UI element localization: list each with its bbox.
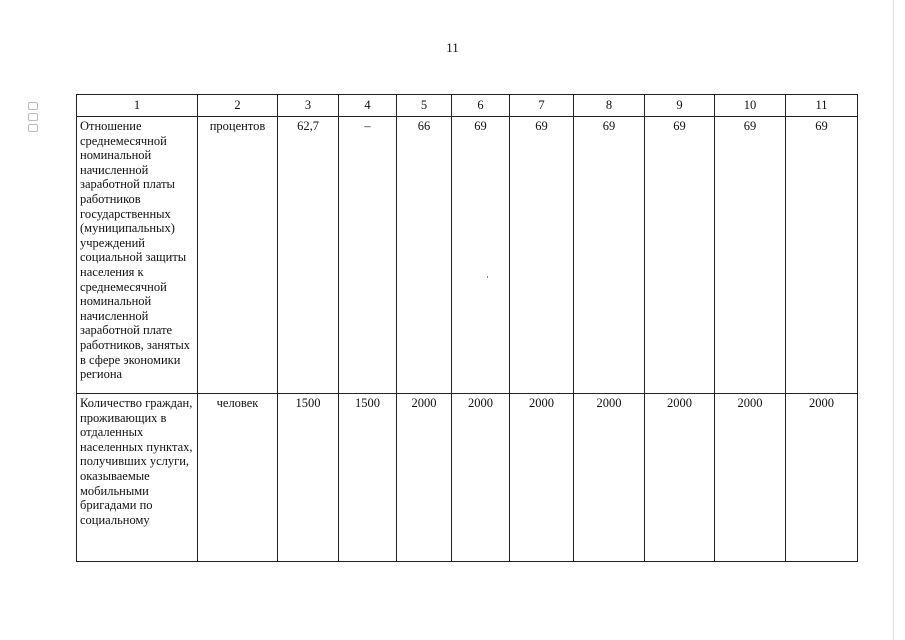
value-cell: 2000 bbox=[645, 394, 715, 562]
value-cell: 1500 bbox=[278, 394, 339, 562]
value-cell: 2000 bbox=[397, 394, 452, 562]
value-cell: 69 bbox=[786, 117, 858, 394]
indicator-description: Отношение среднемесячной номинальной начисленной заработной платы работников государственных (муниципальных) учреждений социальной защиты населения к среднемесячной номинальной начисленной заработной плате работников, занятых в сфере экономики региона bbox=[77, 117, 198, 394]
margin-stamp-mark bbox=[27, 102, 39, 136]
value-cell: 2000 bbox=[715, 394, 786, 562]
indicator-description: Количество граждан, проживающих в отдаленных населенных пунктах, получивших услуги, оказываемые мобильными бригадами по социальному bbox=[77, 394, 198, 562]
header-cell: 11 bbox=[786, 95, 858, 117]
value-cell: 69 bbox=[645, 117, 715, 394]
indicators-table bbox=[76, 94, 858, 562]
header-cell: 7 bbox=[510, 95, 574, 117]
header-cell: 1 bbox=[77, 95, 198, 117]
header-cell: 6 bbox=[452, 95, 510, 117]
value-cell: 2000 bbox=[786, 394, 858, 562]
value-cell: 66 bbox=[397, 117, 452, 394]
header-cell: 10 bbox=[715, 95, 786, 117]
value-cell: 69 bbox=[510, 117, 574, 394]
header-cell: 3 bbox=[278, 95, 339, 117]
header-cell: 9 bbox=[645, 95, 715, 117]
value-cell: 1500 bbox=[339, 394, 397, 562]
value-cell: 2000 bbox=[510, 394, 574, 562]
unit-cell: человек bbox=[198, 394, 278, 562]
value-cell: – bbox=[339, 117, 397, 394]
table-header-row bbox=[77, 95, 858, 117]
value-cell: 69 bbox=[574, 117, 645, 394]
header-cell: 5 bbox=[397, 95, 452, 117]
value-cell: 2000 bbox=[452, 394, 510, 562]
header-cell: 8 bbox=[574, 95, 645, 117]
unit-cell: процентов bbox=[198, 117, 278, 394]
value-cell: 2000 bbox=[574, 394, 645, 562]
header-cell: 4 bbox=[339, 95, 397, 117]
table-row bbox=[77, 394, 858, 562]
header-cell: 2 bbox=[198, 95, 278, 117]
value-cell: 62,7 bbox=[278, 117, 339, 394]
scan-edge-line bbox=[893, 0, 894, 640]
table-row bbox=[77, 117, 858, 394]
value-cell: 69 bbox=[715, 117, 786, 394]
page-number: 11 bbox=[446, 40, 459, 55]
value-cell: 69 bbox=[452, 117, 510, 394]
